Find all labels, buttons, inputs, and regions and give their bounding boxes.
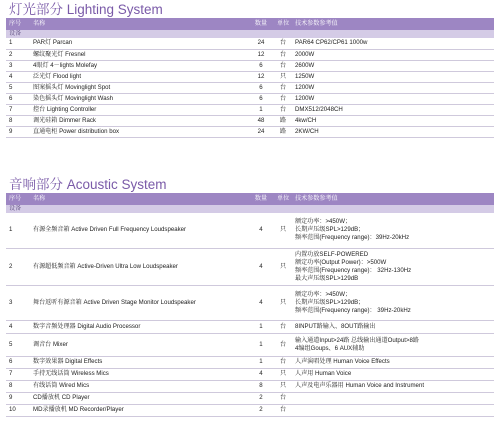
table-row	[6, 49, 494, 60]
row-number: 8	[6, 380, 30, 392]
item-name: 数字效果器 Digital Effects	[30, 356, 248, 368]
col-header-name: 名称	[30, 18, 248, 30]
col-header-no: 序号	[6, 18, 30, 30]
spec-line: 额定功率(Output Power)：>500W	[295, 258, 387, 266]
acoustic-section-title: 音响部分 Acoustic System	[9, 177, 167, 192]
col-header-unit: 单位	[274, 193, 292, 205]
spec-line: 额定功率：>450W；	[295, 218, 352, 226]
item-name: PAR灯 Parcan	[30, 38, 248, 49]
spec-line: 人声用 Human Voice	[295, 370, 352, 377]
spec-line: 8INPUT路输入、8OUT路输出	[295, 322, 376, 330]
item-unit: 台	[274, 49, 292, 60]
item-quantity: 6	[248, 93, 274, 104]
item-spec	[292, 392, 494, 404]
spec-line: 长期声压级SPL>129dB；	[295, 298, 365, 306]
row-number: 3	[6, 285, 30, 320]
item-spec	[292, 320, 494, 333]
item-name: 4眼灯 4－lights Molefay	[30, 60, 248, 71]
col-header-qty: 数量	[248, 18, 274, 30]
table-row	[6, 93, 494, 104]
table-row	[6, 392, 494, 404]
item-spec: 1200W	[292, 82, 494, 93]
item-name: 有源全频音箱 Active Driven Full Frequency Loudspeaker	[30, 213, 248, 248]
table-row	[6, 380, 494, 392]
item-spec	[292, 404, 494, 416]
item-unit: 只	[274, 380, 292, 392]
row-number: 5	[6, 333, 30, 356]
item-unit: 台	[274, 404, 292, 416]
item-quantity: 4	[248, 213, 274, 248]
item-name: 染色摇头灯 Movinglight Wash	[30, 93, 248, 104]
col-header-spec: 技术参数参考值	[292, 193, 494, 205]
item-unit: 只	[274, 213, 292, 248]
item-unit: 只	[274, 71, 292, 82]
item-quantity: 8	[248, 380, 274, 392]
item-unit: 台	[274, 82, 292, 93]
item-name: 直通电柜 Power distribution box	[30, 126, 248, 137]
group-label: 设备	[6, 205, 494, 213]
row-number: 5	[6, 82, 30, 93]
item-quantity: 1	[248, 333, 274, 356]
row-number: 8	[6, 115, 30, 126]
item-quantity: 6	[248, 82, 274, 93]
table-row	[6, 285, 494, 320]
row-number: 7	[6, 104, 30, 115]
col-header-spec: 技术参数参考值	[292, 18, 494, 30]
spec-line: 频率范围(Frequency range)： 39Hz-20kHz	[295, 306, 411, 314]
item-spec	[292, 285, 494, 320]
lighting-table	[6, 18, 494, 138]
item-quantity: 1	[248, 104, 274, 115]
item-spec: 2000W	[292, 49, 494, 60]
spec-line: 频率范围(Frequency range)： 32Hz-130Hz	[295, 266, 412, 274]
item-spec: 1200W	[292, 93, 494, 104]
table-row	[6, 126, 494, 137]
item-quantity: 1	[248, 320, 274, 333]
spec-line: 最大声压级SPL>129dB	[295, 274, 359, 282]
table-row	[6, 333, 494, 356]
item-quantity: 24	[248, 38, 274, 49]
group-row	[6, 205, 494, 213]
table-row	[6, 356, 494, 368]
item-name: CD播放机 CD Player	[30, 392, 248, 404]
item-spec: 1250W	[292, 71, 494, 82]
item-unit: 台	[274, 60, 292, 71]
table-row	[6, 320, 494, 333]
item-unit: 台	[274, 93, 292, 104]
col-header-no: 序号	[6, 193, 30, 205]
item-name: 调音台 Mixer	[30, 333, 248, 356]
item-quantity: 12	[248, 71, 274, 82]
table-header-row	[6, 193, 494, 205]
item-quantity: 4	[248, 368, 274, 380]
table-header-row	[6, 18, 494, 30]
col-header-qty: 数量	[248, 193, 274, 205]
row-number: 2	[6, 49, 30, 60]
item-unit: 台	[274, 356, 292, 368]
item-spec	[292, 213, 494, 248]
item-unit: 只	[274, 248, 292, 285]
item-unit: 台	[274, 320, 292, 333]
item-unit: 台	[274, 104, 292, 115]
col-header-name: 名称	[30, 193, 248, 205]
item-spec: PAR64 CP62/CP61 1000w	[292, 38, 494, 49]
item-spec	[292, 248, 494, 285]
row-number: 3	[6, 60, 30, 71]
item-quantity: 48	[248, 115, 274, 126]
acoustic-table	[6, 193, 494, 417]
col-header-unit: 单位	[274, 18, 292, 30]
item-quantity: 6	[248, 60, 274, 71]
row-number: 7	[6, 368, 30, 380]
item-quantity: 1	[248, 356, 274, 368]
item-name: 螺纹聚光灯 Fresnel	[30, 49, 248, 60]
item-quantity: 2	[248, 404, 274, 416]
row-number: 6	[6, 93, 30, 104]
row-number: 2	[6, 248, 30, 285]
item-spec: DMX512/2048CH	[292, 104, 494, 115]
item-unit: 台	[274, 392, 292, 404]
table-row	[6, 115, 494, 126]
row-number: 4	[6, 71, 30, 82]
table-row	[6, 71, 494, 82]
table-row	[6, 248, 494, 285]
item-unit: 台	[274, 333, 292, 356]
item-name: MD录播放机 MD Recorder/Player	[30, 404, 248, 416]
item-quantity: 4	[248, 248, 274, 285]
item-spec	[292, 380, 494, 392]
table-row	[6, 82, 494, 93]
spec-line: 内置功放SELF-POWERED	[295, 250, 369, 258]
row-number: 10	[6, 404, 30, 416]
spec-line: 4编组Goups、6 AUX辅助	[295, 344, 365, 352]
item-name: 有线话筒 Wired Mics	[30, 380, 248, 392]
table-row	[6, 38, 494, 49]
row-number: 4	[6, 320, 30, 333]
item-spec: 2600W	[292, 60, 494, 71]
item-spec: 2KW/CH	[292, 126, 494, 137]
table-row	[6, 404, 494, 416]
item-spec	[292, 333, 494, 356]
item-quantity: 4	[248, 285, 274, 320]
item-name: 控台 Lighting Controller	[30, 104, 248, 115]
item-name: 图案摇头灯 Movinglight Spot	[30, 82, 248, 93]
item-unit: 路	[274, 126, 292, 137]
item-unit: 只	[274, 285, 292, 320]
table-row	[6, 60, 494, 71]
table-row	[6, 368, 494, 380]
spec-line: 频率范围(Frequency range)：39Hz-20kHz	[295, 234, 410, 242]
row-number: 1	[6, 213, 30, 248]
item-unit: 台	[274, 38, 292, 49]
group-label: 设备	[6, 30, 494, 38]
row-number: 9	[6, 126, 30, 137]
item-spec: 4kw/CH	[292, 115, 494, 126]
item-spec	[292, 356, 494, 368]
item-unit: 路	[274, 115, 292, 126]
spec-line: 输入通道Input>24路 总线输出通道Output>8路	[295, 336, 419, 344]
row-number: 6	[6, 356, 30, 368]
spec-line: 长期声压级SPL>129dB；	[295, 226, 365, 234]
item-name: 舞台返听有源音箱 Active Driven Stage Monitor Loudspeaker	[30, 285, 248, 320]
group-row	[6, 30, 494, 38]
table-row	[6, 213, 494, 248]
item-name: 泛光灯 Flood light	[30, 71, 248, 82]
item-name: 数字音频处理器 Digital Audio Processor	[30, 320, 248, 333]
item-unit: 只	[274, 368, 292, 380]
item-spec	[292, 368, 494, 380]
item-name: 手持无线话筒 Wireless Mics	[30, 368, 248, 380]
item-quantity: 24	[248, 126, 274, 137]
item-quantity: 2	[248, 392, 274, 404]
lighting-section-title: 灯光部分 Lighting System	[9, 2, 163, 17]
row-number: 1	[6, 38, 30, 49]
spec-line: 额定功率：>450W；	[295, 290, 352, 298]
item-name: 调光硅箱 Dimmer Rack	[30, 115, 248, 126]
row-number: 9	[6, 392, 30, 404]
item-name: 有源超低频音箱 Active-Driven Ultra Low Loudspeaker	[30, 248, 248, 285]
spec-line: 人声演唱处理 Human Voice Effects	[295, 358, 390, 365]
spec-line: 人声及电声乐器用 Human Voice and Instrument	[295, 382, 425, 389]
table-row	[6, 104, 494, 115]
item-quantity: 12	[248, 49, 274, 60]
